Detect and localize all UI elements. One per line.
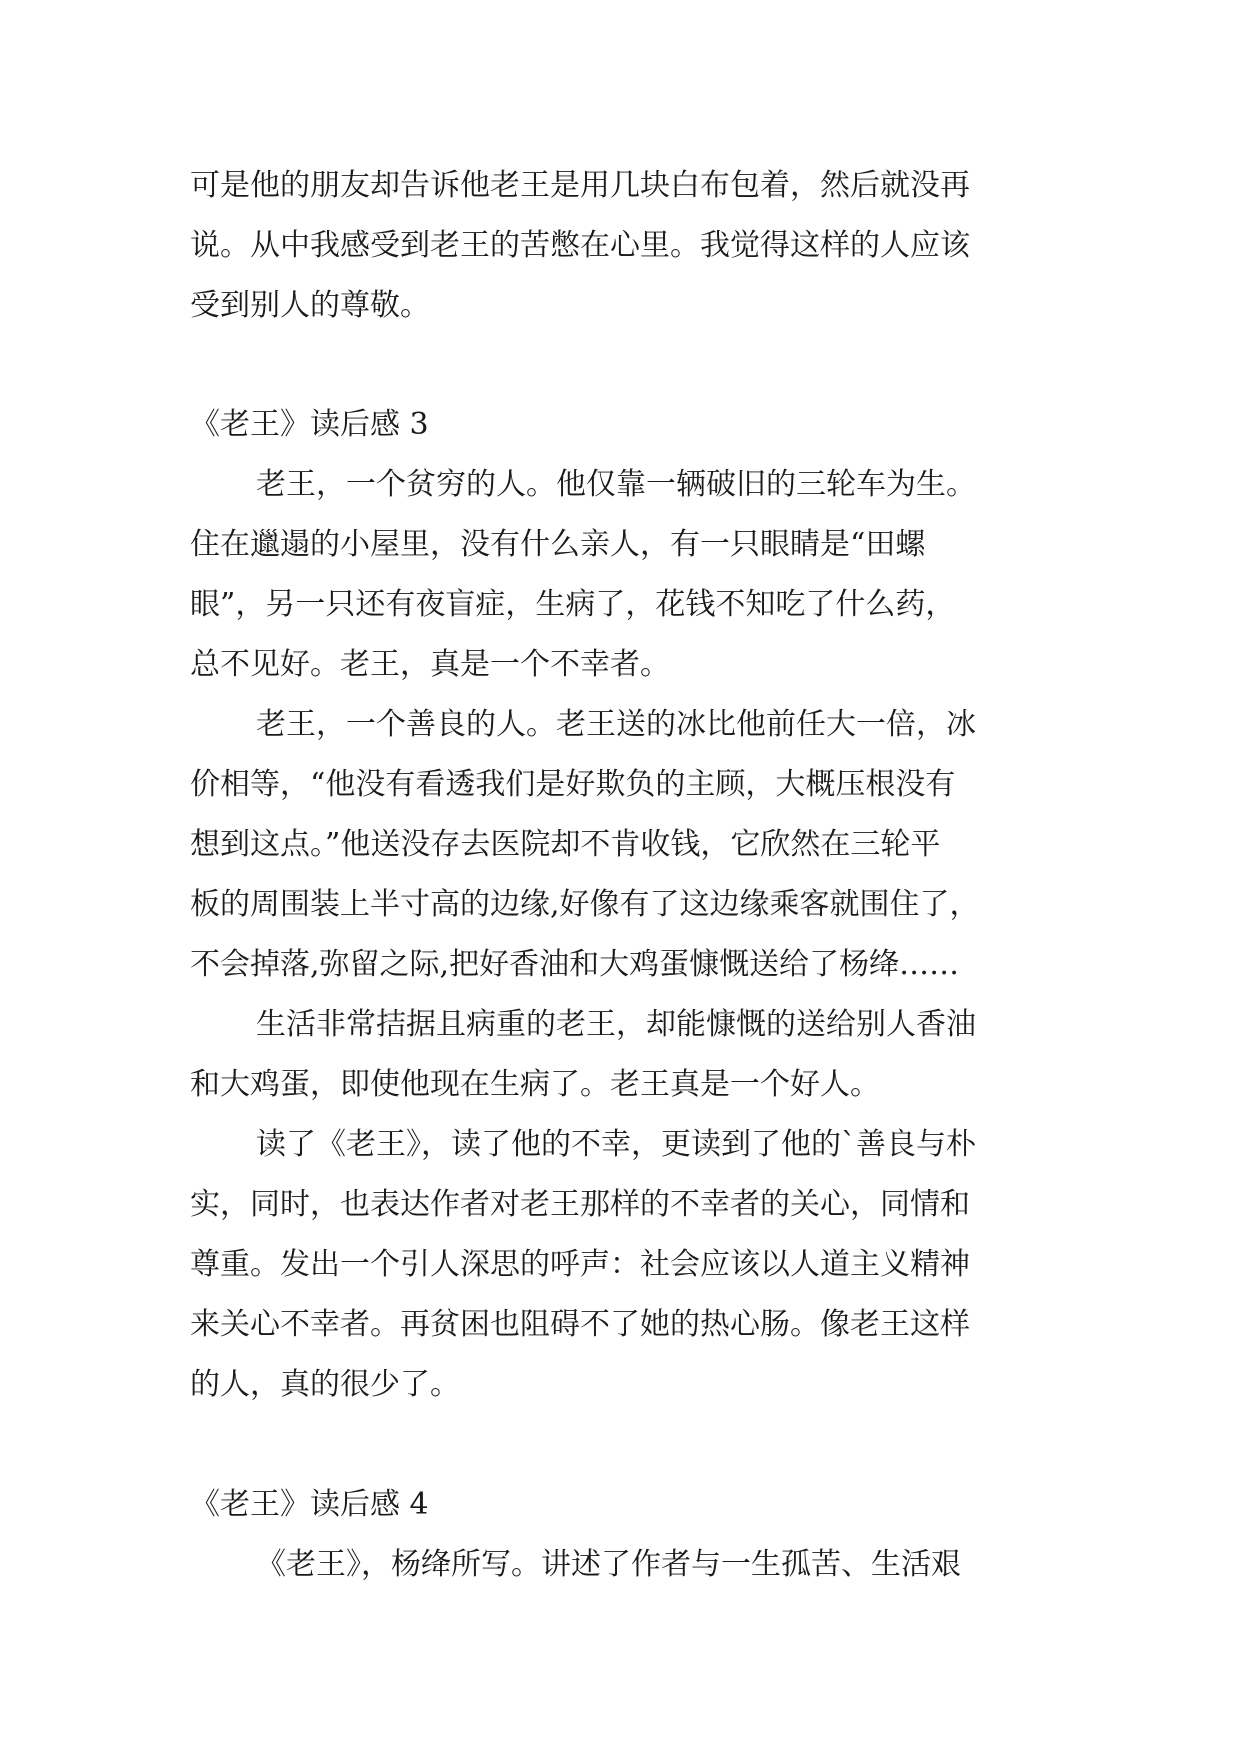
body-text-line: 受到别人的尊敬。 [190, 288, 430, 323]
body-text-line: 实，同时，也表达作者对老王那样的不幸者的关心，同情和 [190, 1187, 970, 1222]
body-text-line: 眼”，另一只还有夜盲症，生病了，花钱不知吃了什么药， [190, 587, 956, 622]
body-text-line: 的人，真的很少了。 [190, 1367, 460, 1402]
body-text-line: 来关心不幸者。再贫困也阻碍不了她的热心肠。像老王这样 [190, 1307, 970, 1342]
body-text-line: 板的周围装上半寸高的边缘,好像有了这边缘乘客就围住了， [190, 887, 980, 922]
body-text-line: 读了《老王》，读了他的不幸，更读到了他的`善良与朴 [256, 1127, 976, 1162]
body-text-line: 住在邋遢的小屋里，没有什么亲人，有一只眼睛是“田螺 [190, 527, 926, 562]
body-text-line: 价相等，“他没有看透我们是好欺负的主顾，大概压根没有 [190, 767, 956, 802]
body-text-line: 老王，一个善良的人。老王送的冰比他前任大一倍，冰 [256, 707, 976, 742]
body-text-line: 老王，一个贫穷的人。他仅靠一辆破旧的三轮车为生。 [256, 467, 976, 502]
body-text-line: 生活非常拮据且病重的老王，却能慷慨的送给别人香油 [256, 1007, 976, 1042]
body-text-line: 和大鸡蛋，即使他现在生病了。老王真是一个好人。 [190, 1067, 880, 1102]
body-text-line: 《老王》，杨绛所写。讲述了作者与一生孤苦、生活艰 [256, 1547, 961, 1582]
body-text-line: 可是他的朋友却告诉他老王是用几块白布包着，然后就没再 [190, 168, 970, 203]
body-text-line: 想到这点。”他送没存去医院却不肯收钱，它欣然在三轮平 [190, 827, 941, 862]
section-title: 《老王》读后感 4 [190, 1487, 429, 1522]
body-text-line: 说。从中我感受到老王的苦憋在心里。我觉得这样的人应该 [190, 228, 970, 263]
body-text-line: 不会掉落,弥留之际,把好香油和大鸡蛋慷慨送给了杨绛…… [190, 947, 960, 982]
body-text-line: 尊重。发出一个引人深思的呼声：社会应该以人道主义精神 [190, 1247, 970, 1282]
body-text-line: 总不见好。老王，真是一个不幸者。 [190, 647, 670, 682]
section-title: 《老王》读后感 3 [190, 407, 429, 442]
